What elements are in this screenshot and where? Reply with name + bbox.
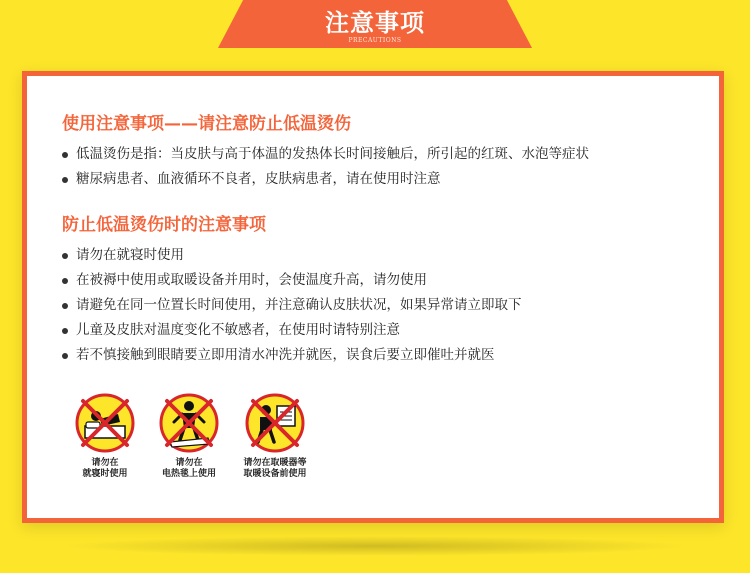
usage-list: [62, 142, 589, 192]
list-item: 在被褥中使用或取暖设备并用时，会使温度升高，请勿使用: [62, 268, 522, 293]
warning-caption: 请勿在 就寝时使用: [82, 458, 128, 479]
no-electric-blanket-icon: [158, 392, 220, 454]
warning-caption: 请勿在 电热毯上使用: [161, 458, 216, 479]
list-item: 请勿在就寝时使用: [62, 243, 522, 268]
warning-no-electric-blanket: [151, 392, 227, 480]
prevention-list: [62, 243, 522, 368]
precautions-card: [22, 71, 724, 523]
list-item: 请避免在同一位置长时间使用，并注意确认皮肤状况，如果异常请立即取下: [62, 293, 522, 318]
list-item: 低温烫伤是指：当皮肤与高于体温的发热体长时间接触后，所引起的红斑、水泡等症状: [62, 142, 589, 167]
warning-icons: [67, 392, 327, 492]
list-item: 儿童及皮肤对温度变化不敏感者，在使用时请特别注意: [62, 318, 522, 343]
section-heading-prevention: 防止低温烫伤时的注意事项: [62, 215, 266, 235]
page-subtitle: PRECAUTIONS: [348, 37, 402, 44]
page-title: 注意事项: [325, 9, 425, 37]
no-sleeping-icon: [74, 392, 136, 454]
warning-caption: 请勿在取暖器等 取暖设备前使用: [243, 458, 307, 479]
list-item: 若不慎接触到眼睛要立即用清水冲洗并就医，误食后要立即催吐并就医: [62, 343, 522, 368]
list-item: 糖尿病患者、血液循环不良者，皮肤病患者，请在使用时注意: [62, 167, 589, 192]
warning-no-sleeping: [67, 392, 143, 480]
no-heater-icon: [244, 392, 306, 454]
card-content: [27, 76, 719, 518]
section-heading-usage: 使用注意事项——请注意防止低温烫伤: [62, 114, 351, 134]
card-shadow: [60, 536, 690, 556]
warning-no-heater: [237, 392, 313, 480]
